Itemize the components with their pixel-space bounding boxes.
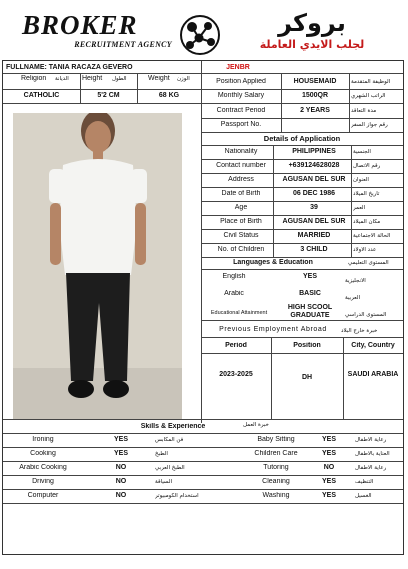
skill-label-ar: الطبخ [155, 451, 168, 457]
detail-value: AGUSAN DEL SUR [282, 176, 346, 183]
skill-value: YES [113, 436, 128, 443]
language-label: Educational Attainment [210, 310, 268, 316]
fullname-label: FULLNAME: TANIA RACAZA GEVERO [6, 64, 133, 71]
grid-line [201, 201, 403, 202]
field-label: Passport No. [220, 120, 262, 128]
grid-line [201, 243, 403, 244]
detail-value: MARRIED [297, 232, 331, 239]
skills-title: Skills & Experience [140, 423, 206, 430]
applicant-photo [13, 113, 182, 419]
field-value: 1500QR [301, 92, 329, 100]
grid-line [201, 159, 403, 160]
language-label: English [222, 273, 246, 280]
agency-header [0, 0, 408, 60]
field-value: 2 YEARS [300, 106, 330, 114]
detail-value: 3 CHILD [300, 246, 328, 253]
employment-period: 2023-2025 [219, 371, 253, 378]
height-value: 5'2 CM [97, 92, 120, 99]
skill-value: YES [113, 450, 128, 457]
grid-line [351, 145, 352, 257]
language-label-ar: العربية [345, 295, 361, 301]
detail-label: Age [234, 204, 248, 211]
weight-label: Weight [148, 75, 170, 82]
skill-label-ar: التنظيف [355, 479, 374, 485]
detail-label: Place of Birth [220, 218, 262, 225]
skill-value: NO [115, 492, 127, 499]
religion-value: CATHOLIC [23, 92, 60, 99]
detail-label-ar: العنوان [353, 177, 369, 183]
agency-logo-icon [178, 14, 222, 56]
brand-tagline-en: RECRUITMENT AGENCY [74, 40, 172, 49]
field-label: Contract Period [216, 106, 266, 114]
skill-label-ar: الغسيل [355, 493, 372, 499]
religion-label-ar: الديانة [55, 76, 69, 82]
grid-line [201, 173, 403, 174]
grid-line [201, 89, 403, 90]
detail-value: 39 [310, 204, 318, 211]
detail-label-ar: الجنسية [353, 149, 371, 155]
skill-label: Washing [262, 492, 290, 499]
employment-position: DH [301, 374, 313, 381]
language-value: HIGH SCOOL GRADUATE [287, 304, 333, 319]
detail-label-ar: رقم الاتصال [353, 163, 381, 169]
skill-value: NO [115, 464, 127, 471]
skill-label: Baby Sitting [257, 436, 295, 443]
language-value: BASIC [299, 290, 321, 297]
language-label-ar: المستوى الدراسي [345, 312, 387, 318]
skill-value: YES [321, 492, 336, 499]
skill-value: NO [115, 478, 127, 485]
detail-value: +639124628028 [288, 162, 340, 169]
grid-line [201, 215, 403, 216]
brand-en [22, 12, 172, 49]
skill-value: YES [321, 450, 336, 457]
religion-label: Religion [21, 75, 47, 82]
skill-label: Computer [27, 492, 59, 499]
languages-title-ar: المستوى التعليمي [348, 260, 389, 266]
field-value: HOUSEMAID [293, 78, 337, 85]
grid-line [201, 103, 403, 104]
brand-name-ar: بروكر [278, 9, 346, 37]
skill-label-ar: رعاية الاطفال [355, 437, 387, 443]
grid-line [201, 229, 403, 230]
skill-label-ar: الطبخ العربي [155, 465, 185, 471]
skill-label-ar: رعاية الاطفال [355, 465, 387, 471]
skill-label: Ironing [32, 436, 54, 443]
skill-label-ar: فن المكابس [155, 437, 184, 443]
detail-value: AGUSAN DEL SUR [282, 218, 346, 225]
applicant-photo-icon [13, 113, 182, 419]
detail-label-ar: تاريخ الميلاد [353, 191, 380, 197]
skill-label-ar: العناية بالاطفال [355, 451, 390, 457]
grid-line [201, 187, 403, 188]
detail-label-ar: عدد الاولاد [353, 247, 377, 253]
detail-label: Contact number [216, 162, 266, 169]
skill-label: Children Care [254, 450, 298, 457]
grid-line [3, 461, 403, 462]
detail-label: Nationality [224, 148, 258, 155]
field-label: Monthly Salary [217, 92, 265, 100]
language-label: Arabic [224, 290, 244, 297]
skills-title-ar: خبرة العمل [243, 422, 269, 428]
detail-label: Date of Birth [221, 190, 261, 197]
grid-line [349, 73, 350, 132]
applicant-code: JENBR [226, 64, 250, 71]
employment-title: Previous Employment Abroad [219, 326, 327, 333]
detail-label: Address [228, 176, 254, 183]
grid-line [201, 257, 403, 258]
skill-value: NO [323, 464, 335, 471]
skill-label: Tutoring [263, 464, 289, 471]
skill-value: YES [321, 478, 336, 485]
field-label-ar: رقم جواز السفر [351, 121, 388, 128]
languages-title: Languages & Education [233, 259, 313, 266]
employment-title-ar: خبرة خارج البلاد [341, 328, 378, 334]
employment-country: SAUDI ARABIA [347, 371, 399, 378]
application-sheet [2, 60, 404, 555]
col-period: Period [225, 342, 247, 349]
skill-label-ar: استخدام الكومبيوتر [155, 493, 199, 499]
col-country: City, Country [351, 342, 395, 349]
skill-label-ar: السياقة [155, 479, 173, 485]
skill-label: Cooking [30, 450, 56, 457]
weight-label-ar: الوزن [177, 76, 190, 82]
language-label-ar: الانجليزية [345, 278, 366, 284]
detail-value: 06 DEC 1986 [292, 190, 336, 197]
detail-label: Civil Status [223, 232, 259, 239]
skill-value: YES [321, 436, 336, 443]
detail-label-ar: العمر [353, 205, 366, 211]
field-label: Position Applied [216, 78, 266, 85]
grid-line [3, 447, 403, 448]
brand-ar [232, 8, 392, 51]
brand-tagline-ar: لجلب الايدي العاملة [259, 38, 365, 51]
details-title: Details of Application [263, 135, 341, 143]
grid-line [281, 73, 282, 132]
height-label: Height [82, 75, 103, 82]
skill-label: Driving [32, 478, 54, 485]
height-label-ar: الطول [112, 76, 127, 82]
skill-label: Arabic Cooking [19, 464, 67, 471]
field-label-ar: مدة التعاقد [351, 107, 377, 114]
weight-value: 68 KG [158, 92, 180, 99]
grid-line [201, 320, 403, 321]
brand-name-en: BROKER [22, 10, 138, 40]
detail-label-ar: مكان الميلاد [353, 219, 381, 225]
skill-label: Cleaning [262, 478, 290, 485]
col-position: Position [293, 342, 321, 349]
detail-label-ar: الحالة الاجتماعية [353, 233, 391, 239]
grid-line [273, 145, 274, 257]
detail-value: PHILIPPINES [292, 148, 336, 155]
language-value: YES [302, 273, 317, 280]
grid-line [201, 118, 403, 119]
grid-line [3, 489, 403, 490]
grid-line [3, 475, 403, 476]
field-label-ar: الوظيفة المتقدمة [351, 79, 391, 85]
field-label-ar: الراتب الشهري [351, 93, 386, 100]
detail-label: No. of Children [217, 246, 265, 253]
